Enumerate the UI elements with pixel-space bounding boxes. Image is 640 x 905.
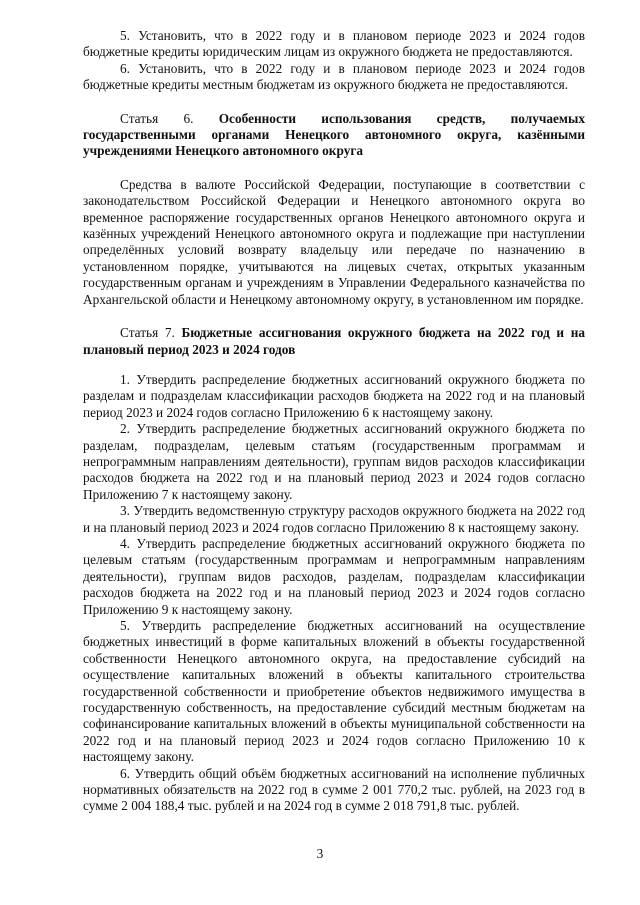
article-7-item-2: 2. Утвердить распределение бюджетных ассигнований окружного бюджета по разделам, подразделам, целевым статьям (государственным программам и непрограммным направлениям деятельности), группам видов расходов классификации расходов бюджета на 2022 год и на плановый период 2023 и 2024 годов согласно Приложению 7 к настоящему закону. bbox=[83, 421, 585, 502]
article-7-label: Статья 7. bbox=[120, 325, 175, 341]
article-6-heading bbox=[83, 111, 585, 160]
article-7-item-3: 3. Утвердить ведомственную структуру расходов окружного бюджета на 2022 год и на плановый период 2023 и 2024 годов согласно Приложению 8 к настоящему закону. bbox=[83, 503, 585, 535]
article-6-body: Средства в валюте Российской Федерации, поступающие в соответствии с законодательством Российской Федерации и Ненецкого автономного округа во временное распоряжение государственных органов Ненецкого автономного округа и казённых учреждений Ненецкого автономного округа и подлежащие при наступлении определённых условий возврату владельцу или передаче по назначению в установленном порядке, учитываются на лицевых счетах, открытых указанным государственным органам и учреждениям в Управлении Федерального казначейства по Архангельской области и Ненецкому автономному округу, в установленном им порядке. bbox=[83, 176, 585, 307]
article-7-item-4: 4. Утвердить распределение бюджетных ассигнований окружного бюджета по целевым статьям (государственным программам и непрограммным направлениям деятельности), группам видов расходов, разделам, подразделам классификации расходов бюджета на 2022 год и на плановый период 2023 и 2024 годов согласно Приложению 9 к настоящему закону. bbox=[83, 535, 585, 617]
page-number: 3 bbox=[316, 846, 324, 861]
article-7-title: Бюджетные ассигнования окружного бюджета на 2022 год и на плановый период 2023 и 2024 годов bbox=[83, 325, 586, 357]
article-6-title: Особенности использования средств, получаемых государственными органами Ненецкого автономного округа, казёнными учреждениями Ненецкого автономного округа bbox=[83, 110, 586, 159]
paragraph-top-6: 6. Установить, что в 2022 году и в плановом периоде 2023 и 2024 годов бюджетные кредиты местным бюджетам из окружного бюджета не предоставляются. bbox=[83, 60, 585, 93]
article-6-label: Статья 6. bbox=[120, 110, 194, 126]
paragraph-top-5: 5. Установить, что в 2022 году и в плановом периоде 2023 и 2024 годов бюджетные кредиты юридическим лицам из окружного бюджета не предоставляются. bbox=[83, 28, 585, 60]
article-7-heading bbox=[83, 325, 585, 358]
article-7-item-6: 6. Утвердить общий объём бюджетных ассигнований на исполнение публичных нормативных обязательств на 2022 год в сумме 2 001 770,2 тыс. рублей, на 2023 год в сумме 2 004 188,4 тыс. рублей и на 2024 год в сумме 2 018 791,8 тыс. рублей. bbox=[83, 765, 585, 814]
article-7-item-5: 5. Утвердить распределение бюджетных ассигнований на осуществление бюджетных инвестиций в форме капитальных вложений в объекты государственной собственности Ненецкого автономного округа, на предоставление субсидий на осуществление капитальных вложений в объекты капитального строительства государственной собственности и приобретение объектов недвижимого имущества в государственную собственность, на предоставление субсидий местным бюджетам на софинансирование капитальных вложений в объекты муниципальной собственности на 2022 год и на плановый период 2023 и 2024 годов согласно Приложению 10 к настоящему закону. bbox=[83, 618, 585, 765]
article-7-item-1: 1. Утвердить распределение бюджетных ассигнований окружного бюджета по разделам и подразделам классификации расходов бюджета на 2022 год и на плановый период 2023 и 2024 годов согласно Приложению 6 к настоящему закону. bbox=[83, 371, 585, 420]
